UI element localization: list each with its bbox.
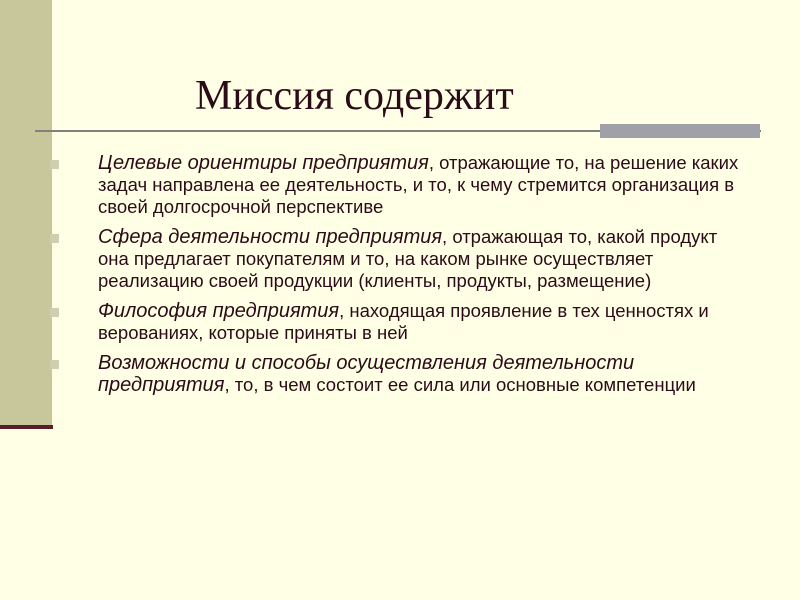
bullet-item (50, 300, 750, 344)
bullet-list (50, 152, 750, 404)
bullet-term: Философия предприятия (98, 300, 340, 322)
bullet-text: , отражающие то, на решение каких задач направлена ее деятельность, и то, к чему стремится организация в своей долгосрочной перспективе (98, 152, 739, 217)
bullet-item (50, 226, 750, 292)
bullet-text: , то, в чем состоит ее сила или основные компетенции (224, 374, 696, 395)
bullet-text: , отражающая то, какой продукт она предлагает покупателям и то, на каком рынке осуществляет реализацию своей продукции (клиенты, продукты, размещение) (98, 226, 718, 291)
bullet-item (50, 152, 750, 218)
bullet-term: Сфера деятельности предприятия (98, 226, 443, 248)
bullet-square-icon (50, 360, 59, 369)
title-divider-bar (600, 124, 760, 138)
bullet-term: Возможности и способы осуществления деятельности предприятия (98, 352, 635, 396)
bullet-square-icon (50, 160, 59, 169)
bullet-term: Целевые ориентиры предприятия (98, 152, 429, 174)
bullet-square-icon (50, 234, 59, 243)
side-band (0, 0, 52, 429)
bullet-text: , находящая проявление в тех ценностях и верованиях, которые приняты в ней (98, 300, 709, 343)
side-accent-line (0, 425, 53, 429)
bullet-square-icon (50, 308, 59, 317)
bullet-item (50, 352, 750, 396)
slide-title: Миссия содержит (195, 73, 514, 119)
